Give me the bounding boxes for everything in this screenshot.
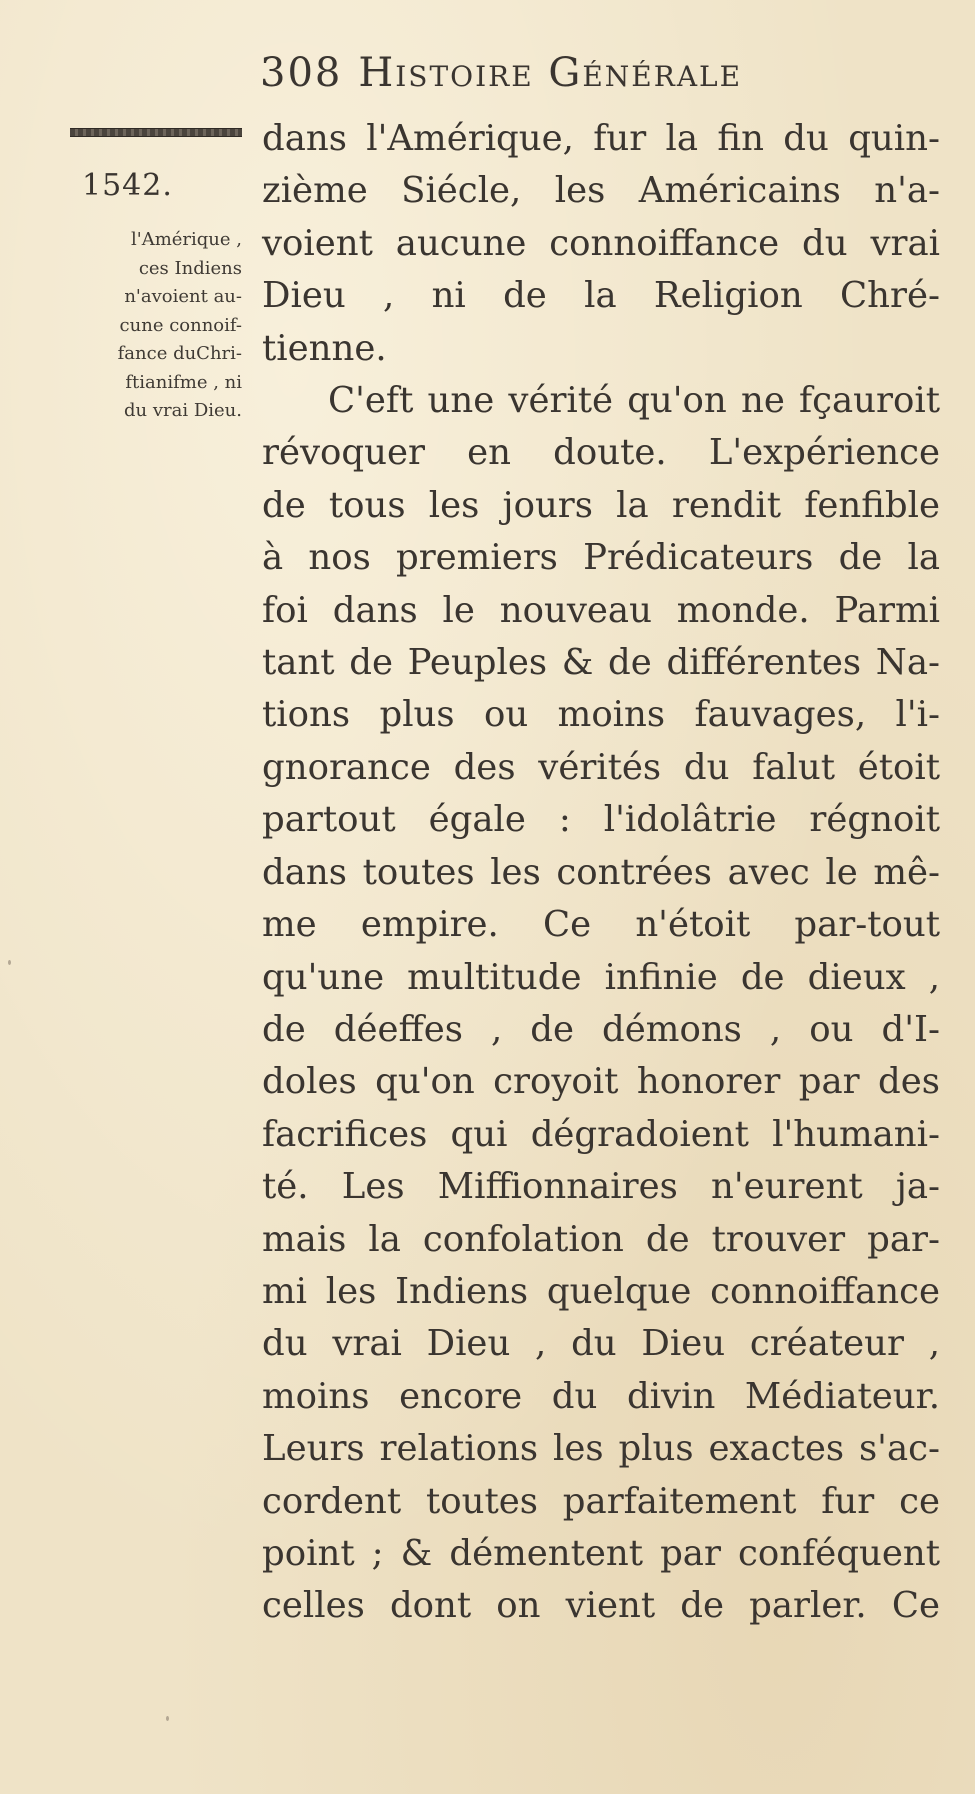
- text-line: dans toutes les contrées avec le mê-: [262, 851, 940, 893]
- text-line: foi dans le nouveau monde. Parmi: [262, 589, 940, 631]
- margin-note-line: ces Indiens: [138, 257, 242, 279]
- text-line: de déeffes , de démons , ou d'I-: [262, 1008, 940, 1050]
- margin-year: 1542.: [82, 168, 173, 203]
- text-line: mais la confolation de trouver par-: [262, 1218, 940, 1260]
- text-line: tienne.: [262, 327, 387, 369]
- running-title: Histoire Générale: [358, 50, 743, 96]
- paper-speck: [8, 960, 11, 965]
- text-line: de tous les jours la rendit fenfible: [262, 484, 940, 526]
- margin-note-line: du vrai Dieu.: [124, 400, 242, 421]
- text-line: moins encore du divin Médiateur.: [262, 1375, 940, 1417]
- margin-note-line: l'Amérique ,: [131, 229, 242, 250]
- text-line: tions plus ou moins fauvages, l'i-: [262, 694, 940, 736]
- text-line: à nos premiers Prédicateurs de la: [262, 537, 940, 579]
- body-text: [262, 113, 940, 1633]
- text-line: Dieu , ni de la Religion Chré-: [262, 275, 940, 317]
- text-line: zième Siécle, les Américains n'a-: [262, 170, 940, 212]
- text-line: voient aucune connoiffance du vrai: [262, 222, 940, 264]
- text-line: doles qu'on croyoit honorer par des: [262, 1061, 940, 1103]
- text-line: mi les Indiens quelque connoiffance: [262, 1270, 940, 1312]
- text-line: me empire. Ce n'étoit par-tout: [262, 904, 940, 946]
- margin-note-line: cune connoif-: [119, 314, 242, 336]
- text-line: révoquer en doute. L'expérience: [262, 432, 940, 474]
- page-number: 308: [260, 50, 343, 96]
- text-line: celles dont on vient de parler. Ce: [262, 1585, 940, 1627]
- text-line: cordent toutes parfaitement fur ce: [262, 1480, 940, 1522]
- margin-note-line: ftianifme , ni: [125, 371, 242, 393]
- text-line: point ; & démentent par conféquent: [262, 1532, 940, 1574]
- text-line: facrifices qui dégradoient l'humani-: [262, 1113, 940, 1155]
- ornamental-rule: [70, 128, 242, 137]
- text-line: dans l'Amérique, fur la fin du quin-: [262, 118, 940, 159]
- text-line: C'eft une vérité qu'on ne fçauroit: [328, 380, 940, 422]
- text-line: Leurs relations les plus exactes s'ac-: [262, 1428, 940, 1470]
- margin-note: [22, 226, 242, 426]
- text-line: qu'une multitude infinie de dieux ,: [262, 956, 940, 998]
- margin-note-line: n'avoient au-: [124, 286, 242, 307]
- margin-note-line: fance duChri-: [117, 343, 242, 364]
- text-line: té. Les Miffionnaires n'eurent ja-: [262, 1166, 940, 1208]
- text-line: gnorance des vérités du falut étoit: [262, 746, 940, 788]
- paper-speck: [166, 1716, 169, 1721]
- text-line: partout égale : l'idolâtrie régnoit: [262, 799, 940, 841]
- text-line: tant de Peuples & de différentes Na-: [262, 642, 940, 684]
- text-line: du vrai Dieu , du Dieu créateur ,: [262, 1323, 940, 1365]
- running-head: [260, 50, 900, 96]
